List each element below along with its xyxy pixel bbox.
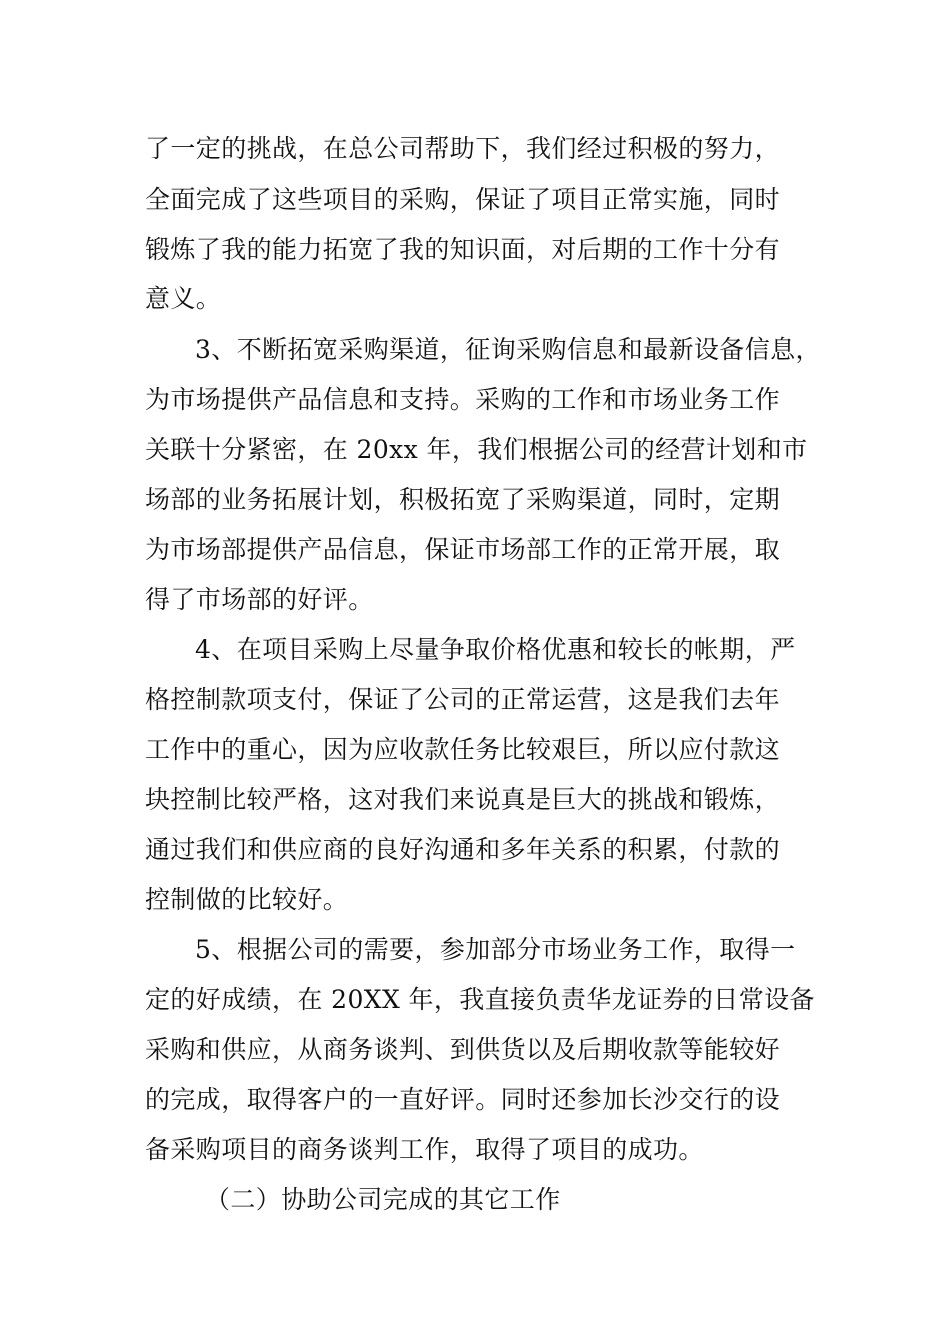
- text-line: 块控制比较严格，这对我们来说真是巨大的挑战和锻炼，: [145, 785, 781, 814]
- section-heading: （二）协助公司完成的其它工作: [205, 1185, 561, 1214]
- list-item-3: 3、不断拓宽采购渠道，征询采购信息和最新设备信息，: [195, 335, 821, 364]
- text-line: 为市场提供产品信息和支持。采购的工作和市场业务工作: [145, 385, 781, 414]
- text-line: 通过我们和供应商的良好沟通和多年关系的积累，付款的: [145, 835, 781, 864]
- text-line: 控制做的比较好。: [145, 885, 349, 914]
- text-line: 为市场部提供产品信息，保证市场部工作的正常开展，取: [145, 535, 781, 564]
- list-item-4: 4、在项目采购上尽量争取价格优惠和较长的帐期，严: [195, 635, 796, 664]
- text-line: 全面完成了这些项目的采购，保证了项目正常实施，同时: [145, 185, 781, 214]
- text-line: 备采购项目的商务谈判工作，取得了项目的成功。: [145, 1135, 704, 1164]
- text-line: 关联十分紧密，在 20xx 年，我们根据公司的经营计划和市: [145, 435, 808, 464]
- text-line: 定的好成绩，在 20XX 年，我直接负责华龙证券的日常设备: [145, 985, 815, 1014]
- text-line: 工作中的重心，因为应收款任务比较艰巨，所以应付款这: [145, 735, 781, 764]
- text-line: 格控制款项支付，保证了公司的正常运营，这是我们去年: [145, 685, 781, 714]
- list-item-5: 5、根据公司的需要，参加部分市场业务工作，取得一: [195, 935, 796, 964]
- text-line: 了一定的挑战，在总公司帮助下，我们经过积极的努力，: [145, 134, 781, 163]
- text-line: 锻炼了我的能力拓宽了我的知识面，对后期的工作十分有: [145, 235, 781, 264]
- text-line: 采购和供应，从商务谈判、到供货以及后期收款等能较好: [145, 1035, 781, 1064]
- text-line: 的完成，取得客户的一直好评。同时还参加长沙交行的设: [145, 1085, 781, 1114]
- text-line: 场部的业务拓展计划，积极拓宽了采购渠道，同时，定期: [145, 485, 781, 514]
- text-line: 意义。: [145, 284, 222, 313]
- text-line: 得了市场部的好评。: [145, 585, 374, 614]
